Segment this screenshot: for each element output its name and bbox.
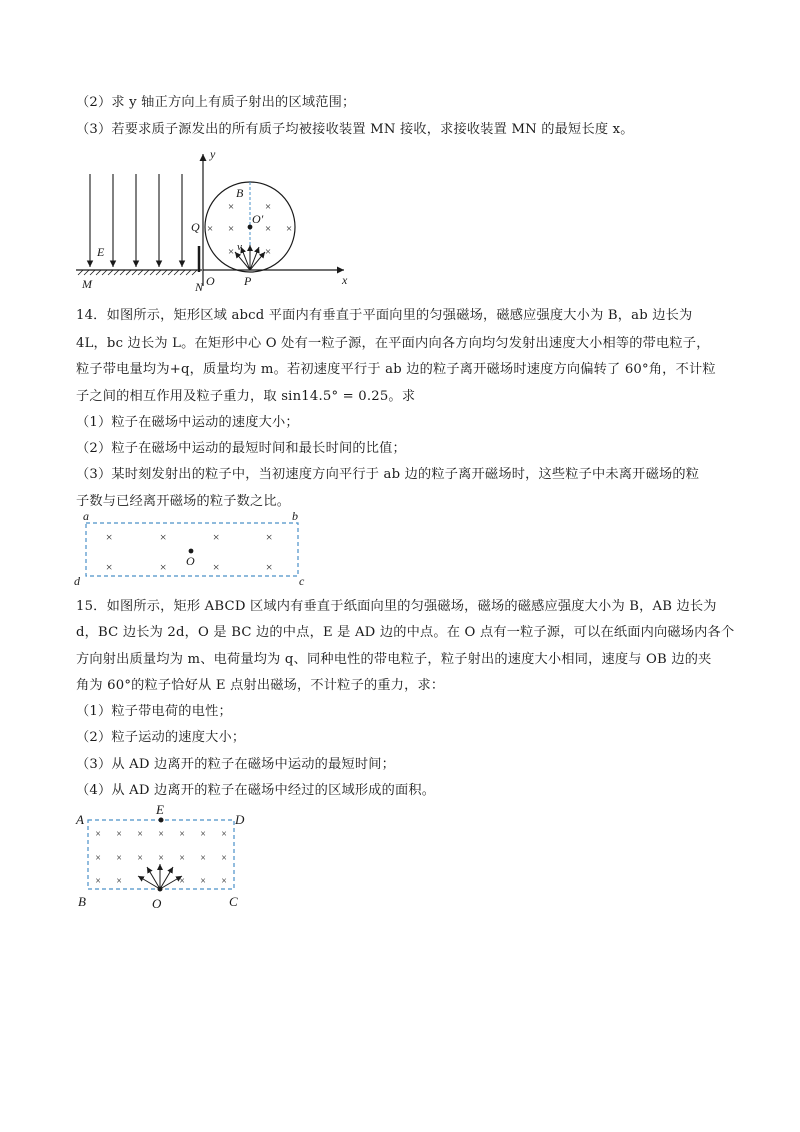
q14-line-2: 4L，bc 边长为 L。在矩形中心 O 处有一粒子源，在平面内向各方向均匀发射出速度大小相等的带电粒子， bbox=[76, 336, 710, 351]
field-cross: × bbox=[136, 829, 144, 840]
svg-text:d: d bbox=[74, 574, 80, 588]
q15-line-5: （1）粒子带电荷的电性； bbox=[76, 704, 232, 719]
q15-line-6: （2）粒子运动的速度大小； bbox=[76, 730, 246, 745]
q14-line-1: 14．如图所示，矩形区域 abcd 平面内有垂直于平面向里的匀强磁场，磁感应强度大小为 B，ab 边长为 bbox=[76, 308, 693, 323]
field-cross: × bbox=[115, 853, 123, 864]
svg-text:c: c bbox=[299, 574, 305, 588]
field-cross: × bbox=[206, 223, 214, 235]
field-cross: × bbox=[227, 201, 235, 213]
field-cross: × bbox=[285, 223, 293, 235]
field-cross: × bbox=[158, 530, 168, 544]
field-cross: × bbox=[157, 853, 165, 864]
field-cross: × bbox=[178, 829, 186, 840]
field-cross: × bbox=[104, 560, 114, 574]
field-cross: × bbox=[94, 853, 102, 864]
svg-text:b: b bbox=[292, 509, 298, 523]
svg-text:B: B bbox=[78, 894, 86, 909]
svg-text:E: E bbox=[97, 245, 105, 259]
q14-line-5: （1）粒子在磁场中运动的速度大小； bbox=[76, 415, 299, 430]
svg-text:P: P bbox=[244, 274, 252, 288]
field-cross: × bbox=[199, 829, 207, 840]
q15-line-3: 方向射出质量均为 m、电荷量均为 q、同种电性的带电粒子，粒子射出的速度大小相同，速度与 OB 边的夹 bbox=[76, 652, 712, 667]
svg-text:O′: O′ bbox=[252, 212, 264, 226]
field-cross: × bbox=[115, 876, 123, 887]
svg-text:M: M bbox=[82, 277, 92, 291]
q15-figure bbox=[72, 800, 262, 910]
q15-line-2: d，BC 边长为 2d，O 是 BC 边的中点，E 是 AD 边的中点。在 O 点有一粒子源，可以在纸面内向磁场内各个 bbox=[76, 625, 735, 640]
field-cross: × bbox=[104, 530, 114, 544]
field-cross: × bbox=[94, 829, 102, 840]
field-cross: × bbox=[227, 223, 235, 235]
svg-text:O: O bbox=[186, 554, 195, 568]
field-cross: × bbox=[136, 853, 144, 864]
field-cross: × bbox=[115, 829, 123, 840]
q13-figure bbox=[68, 146, 368, 296]
q14-line-8: 子数与已经离开磁场的粒子数之比。 bbox=[76, 494, 291, 509]
field-cross: × bbox=[158, 560, 168, 574]
field-cross: × bbox=[264, 223, 272, 235]
velocity-arrows bbox=[138, 864, 182, 889]
q14-figure bbox=[72, 508, 312, 588]
svg-text:A: A bbox=[76, 812, 84, 827]
field-cross: × bbox=[264, 246, 272, 258]
q13-part3: （3）若要求质子源发出的所有质子均被接收装置 MN 接收，求接收装置 MN 的最短长度 x。 bbox=[76, 122, 634, 137]
field-cross: × bbox=[178, 853, 186, 864]
field-cross: × bbox=[264, 560, 274, 574]
svg-text:D: D bbox=[235, 812, 245, 827]
field-cross: × bbox=[220, 829, 228, 840]
field-cross: × bbox=[211, 530, 221, 544]
svg-text:a: a bbox=[83, 509, 89, 523]
q13-part2: （2）求 y 轴正方向上有质子射出的区域范围； bbox=[76, 95, 356, 110]
svg-text:C: C bbox=[229, 894, 238, 909]
field-cross: × bbox=[178, 876, 186, 887]
svg-text:B: B bbox=[236, 186, 244, 200]
svg-text:x: x bbox=[342, 273, 348, 287]
q15-line-4: 角为 60°的粒子恰好从 E 点射出磁场，不计粒子的重力，求： bbox=[76, 678, 445, 693]
q15-line-1: 15．如图所示，矩形 ABCD 区域内有垂直于纸面向里的匀强磁场，磁场的磁感应强度大小为 B，AB 边长为 bbox=[76, 599, 717, 614]
q15-line-7: （3）从 AD 边离开的粒子在磁场中运动的最短时间； bbox=[76, 757, 396, 772]
q14-line-3: 粒子带电量均为+q，质量均为 m。若初速度平行于 ab 边的粒子离开磁场时速度方向偏转了 60°角，不计粒 bbox=[76, 362, 716, 377]
field-cross: × bbox=[264, 530, 274, 544]
field-cross: × bbox=[220, 876, 228, 887]
field-cross: × bbox=[227, 246, 235, 258]
field-cross: × bbox=[220, 853, 228, 864]
field-cross: × bbox=[94, 876, 102, 887]
field-cross: × bbox=[211, 560, 221, 574]
svg-text:y: y bbox=[210, 147, 216, 161]
q14-line-4: 子之间的相互作用及粒子重力，取 sin14.5° = 0.25。求 bbox=[76, 389, 416, 404]
field-cross: × bbox=[199, 853, 207, 864]
svg-text:O: O bbox=[152, 896, 162, 910]
svg-text:N: N bbox=[195, 280, 204, 294]
svg-text:Q: Q bbox=[191, 220, 200, 234]
q14-line-6: （2）粒子在磁场中运动的最短时间和最长时间的比值； bbox=[76, 441, 406, 456]
q15-line-8: （4）从 AD 边离开的粒子在磁场中经过的区域形成的面积。 bbox=[76, 783, 436, 798]
svg-text:E: E bbox=[156, 802, 164, 817]
svg-text:O: O bbox=[206, 274, 215, 288]
field-cross: × bbox=[199, 876, 207, 887]
field-cross: × bbox=[264, 201, 272, 213]
q14-line-7: （3）某时刻发射出的粒子中，当初速度方向平行于 ab 边的粒子离开磁场时，这些粒子中未离开磁场的粒 bbox=[76, 467, 700, 482]
field-cross: × bbox=[157, 829, 165, 840]
svg-text:v: v bbox=[237, 241, 242, 253]
